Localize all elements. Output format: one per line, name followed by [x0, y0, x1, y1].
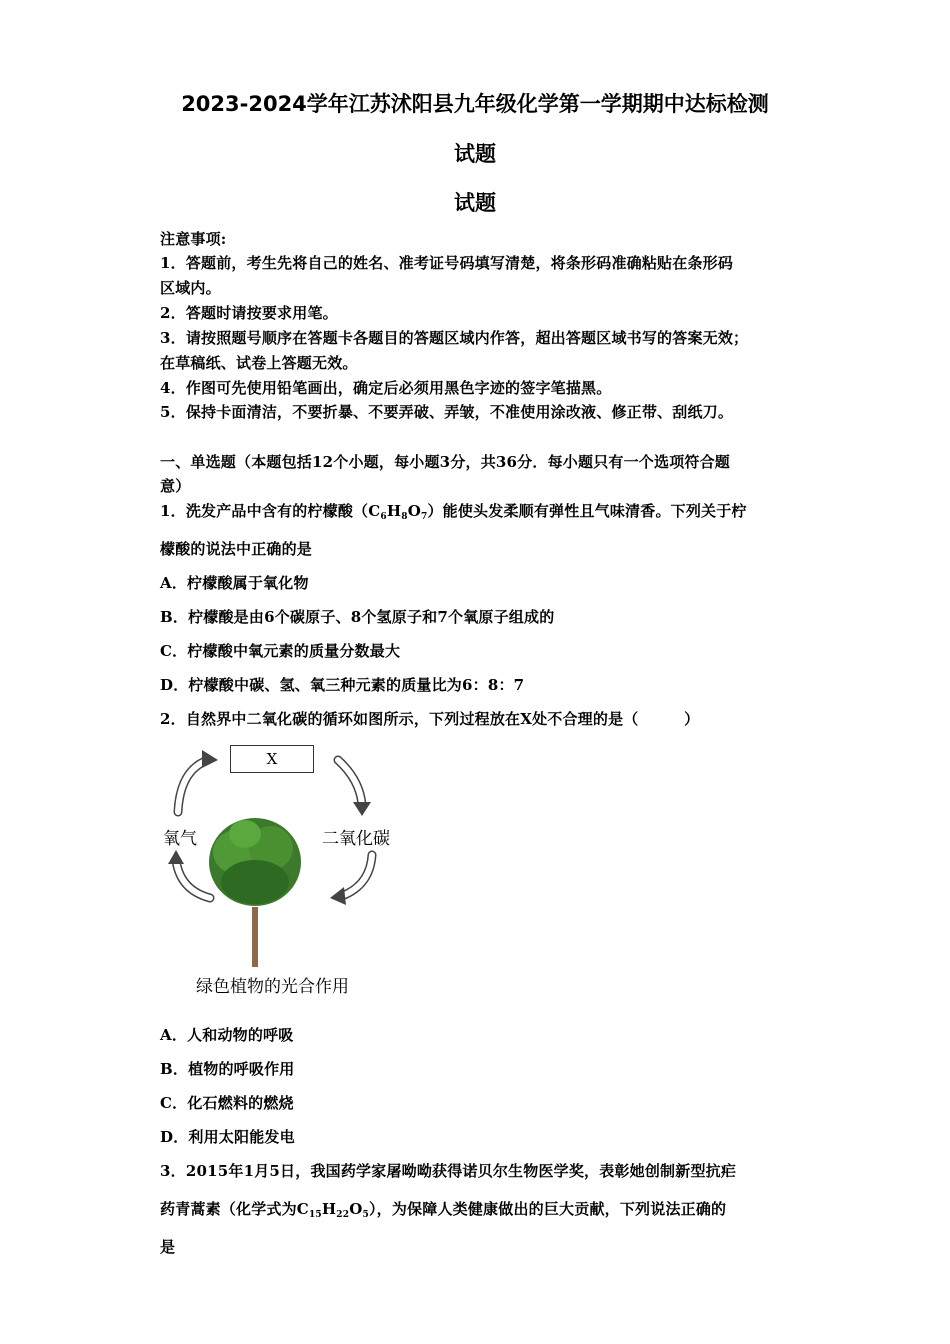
q1-option-a: A．柠檬酸属于氧化物: [160, 574, 309, 592]
q3-stem-cont: 药青蒿素（化学式为$C_{15}H_{22}O_5$），为保障人类健康做出的巨大贡献，下列说法正确的: [160, 1200, 727, 1220]
q1-stem-cont: 檬酸的说法中正确的是: [160, 540, 313, 558]
q1-option-d: D．柠檬酸中碳、氢、氧三种元素的质量比为6：8：7: [160, 676, 525, 694]
q2-option-c: C．化石燃料的燃烧: [160, 1094, 294, 1112]
section-heading-cont: 意）: [160, 477, 191, 495]
q1-option-c: C．柠檬酸中氧元素的质量分数最大: [160, 642, 401, 660]
notice-line: 在草稿纸、试卷上答题无效。: [160, 354, 358, 372]
arrow-head: [353, 802, 371, 816]
co2-label: 二氧化碳: [322, 829, 390, 849]
notice-line: 3．请按照题号顺序在答题卡各题目的答题区域内作答，超出答题区域书写的答案无效；: [160, 329, 749, 347]
arrow-head: [202, 750, 218, 768]
notice-line: 1．答题前，考生先将自己的姓名、准考证号码填写清楚，将条形码准确粘贴在条形码: [160, 254, 734, 272]
page-subtitle: 试题: [454, 191, 496, 215]
notice-line: 2．答题时请按要求用笔。: [160, 304, 338, 322]
q3-stem: 3．2015年1月5日，我国药学家屠呦呦获得诺贝尔生物医学奖，表彰她创制新型抗疟: [160, 1162, 737, 1180]
photosynthesis-label: 绿色植物的光合作用: [196, 977, 349, 997]
arrow-head: [330, 887, 346, 905]
q2-option-b: B．植物的呼吸作用: [160, 1060, 295, 1078]
arrow-head: [168, 850, 184, 864]
q3-stem-end: 是: [160, 1238, 176, 1256]
page-title-line2: 试题: [454, 142, 496, 166]
q1-stem: 1．洗发产品中含有的柠檬酸$(C_6H_8O_7)$能使头发柔顺有弹性且气味清香。下列关于柠: [160, 502, 747, 522]
x-box: X: [230, 745, 314, 773]
notice-heading: 注意事项:: [160, 230, 227, 248]
notice-line: 5．保持卡面清洁，不要折暴、不要弄破、弄皱，不准使用涂改液、修正带、刮纸刀。: [160, 403, 734, 421]
notice-line: 4．作图可先使用铅笔画出，确定后必须用黑色字迹的签字笔描黑。: [160, 379, 612, 397]
q1-option-b: B．柠檬酸是由6个碳原子、8个氢原子和7个氧原子组成的: [160, 608, 555, 626]
oxygen-label: 氧气: [163, 829, 197, 849]
tree-icon: [205, 812, 305, 972]
page-title: 2023-2024学年江苏沭阳县九年级化学第一学期期中达标检测: [181, 92, 769, 116]
q2-option-a: A．人和动物的呼吸: [160, 1026, 294, 1044]
section-heading: 一、单选题（本题包括12个小题，每小题3分，共36分．每小题只有一个选项符合题: [160, 453, 730, 471]
notice-line: 区域内。: [160, 279, 221, 297]
q2-option-d: D．利用太阳能发电: [160, 1128, 295, 1146]
q2-stem: 2．自然界中二氧化碳的循环如图所示，下列过程放在X处不合理的是（ ）: [160, 710, 700, 728]
